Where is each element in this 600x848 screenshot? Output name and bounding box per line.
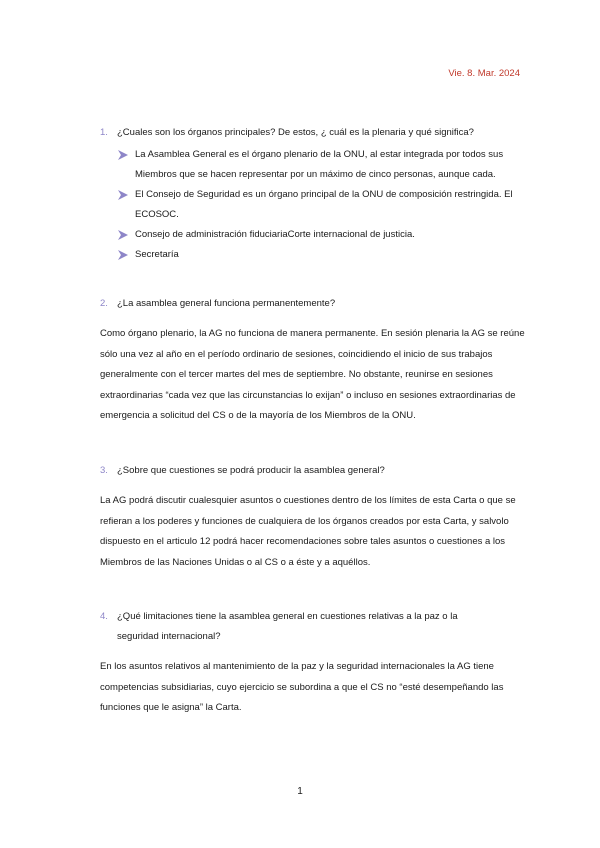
page-number: 1 [297, 786, 303, 797]
question-text: ¿La asamblea general funciona permanentemente? [117, 298, 336, 309]
question-1 [100, 123, 530, 143]
list-item: Secretaría [118, 245, 528, 265]
question-number: 2. [100, 298, 108, 309]
question-number: 1. [100, 127, 108, 138]
question-3 [100, 461, 530, 481]
arrow-bullet-icon [118, 230, 128, 240]
answer-paragraph: En los asuntos relativos al mantenimiento de la paz y la seguridad internacionales la AG tiene competencias subsidiarias, cuyo ejercicio se subordina a que el CS no “esté desempeñando las funciones que le asigna” la Carta. [100, 661, 504, 713]
question-text: ¿Sobre que cuestiones se podrá producir la asamblea general? [117, 465, 385, 476]
question-text: ¿Cuales son los órganos principales? De estos, ¿ cuál es la plenaria y qué significa? [117, 127, 474, 138]
answer-paragraph: La AG podrá discutir cualesquier asuntos o cuestiones dentro de los límites de esta Carta o que se refieran a los poderes y funciones de cualquiera de los órganos creados por esta Carta, y salvolo dispuesto en el articulo 12 podrá hacer recomendaciones sobre tales asuntos o cuestiones a los Miembros de las Naciones Unidas o al CS o a éste y a aquéllos. [100, 495, 516, 568]
question-number: 4. [100, 611, 108, 622]
arrow-bullet-icon [118, 190, 128, 200]
header-date: Vie. 8. Mar. 2024 [448, 68, 520, 79]
arrow-bullet-icon [118, 150, 128, 160]
answer-paragraph: Como órgano plenario, la AG no funciona de manera permanente. En sesión plenaria la AG se reúne sólo una vez al año en el período ordinario de sesiones, coincidiendo el inicio de sus trabajos generalmente con el tercer martes del mes de septiembre. No obstante, reunirse en sesiones extraordinarias “cada vez que las circunstancias lo exijan” o incluso en sesiones extraordinarias de emergencia a solicitud del CS o de la mayoría de los Miembros de la ONU. [100, 328, 525, 421]
question-text-continued: seguridad internacional? [117, 631, 221, 642]
list-item: La Asamblea General es el órgano plenario de la ONU, al estar integrada por todos sus Miembros que se hacen representar por un máximo de cinco personas, aunque cada. [118, 145, 528, 185]
question-4 [100, 607, 530, 647]
question-text: ¿Qué limitaciones tiene la asamblea general en cuestiones relativas a la paz o la [117, 611, 458, 622]
question-2 [100, 294, 530, 314]
list-item: Consejo de administración fiduciariaCorte internacional de justicia. [118, 225, 528, 245]
list-item: El Consejo de Seguridad es un órgano principal de la ONU de composición restringida. El ECOSOC. [118, 185, 528, 225]
question-number: 3. [100, 465, 108, 476]
arrow-bullet-icon [118, 250, 128, 260]
bullet-list [118, 145, 528, 265]
